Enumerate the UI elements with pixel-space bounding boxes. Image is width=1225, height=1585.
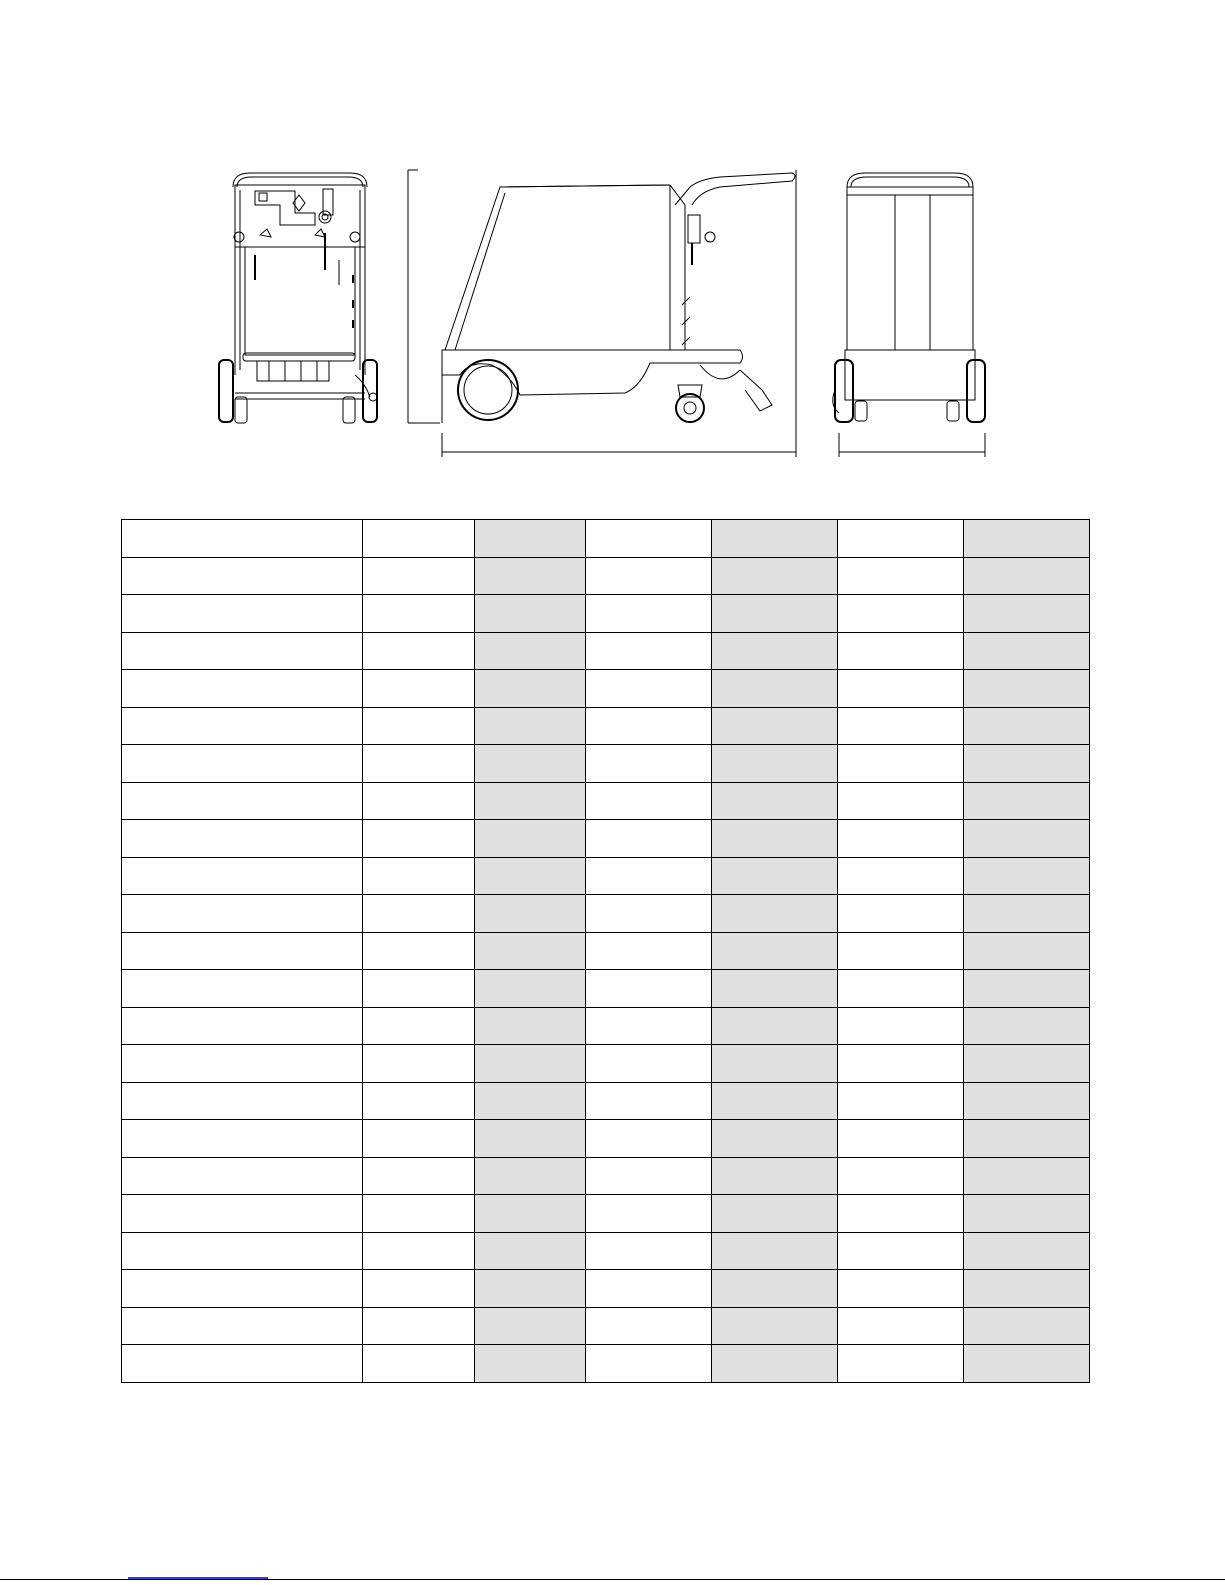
table-cell: [964, 970, 1090, 1008]
table-cell: [363, 1007, 475, 1045]
table-cell: [964, 857, 1090, 895]
table-cell: [964, 1007, 1090, 1045]
table-cell: [712, 970, 838, 1008]
table-cell: [586, 1157, 712, 1195]
table-cell: [586, 520, 712, 558]
table-row: [122, 1195, 1090, 1233]
table-row: [122, 1045, 1090, 1083]
table-cell: [586, 1195, 712, 1233]
table-cell: [586, 895, 712, 933]
table-cell: [586, 970, 712, 1008]
table-cell: [363, 670, 475, 708]
table-cell: [475, 1195, 586, 1233]
table-cell: [363, 632, 475, 670]
table-cell: [475, 1082, 586, 1120]
table-cell: [475, 895, 586, 933]
table-row: [122, 1270, 1090, 1308]
table-cell: [475, 1307, 586, 1345]
table-cell: [363, 1045, 475, 1083]
table-cell: [586, 1345, 712, 1383]
table-cell: [712, 932, 838, 970]
table-cell: [475, 1345, 586, 1383]
table-cell: [712, 1345, 838, 1383]
table-row: [122, 557, 1090, 595]
table-cell: [475, 595, 586, 633]
table-cell: [838, 745, 964, 783]
table-cell: [122, 895, 363, 933]
table-row: [122, 1120, 1090, 1158]
table-cell: [964, 632, 1090, 670]
table-cell: [122, 595, 363, 633]
table-row: [122, 857, 1090, 895]
table-cell: [712, 1195, 838, 1233]
table-cell: [964, 1045, 1090, 1083]
table-row: [122, 1232, 1090, 1270]
table-cell: [475, 707, 586, 745]
table-row: [122, 1345, 1090, 1383]
table-cell: [122, 820, 363, 858]
table-cell: [964, 595, 1090, 633]
table-cell: [838, 1082, 964, 1120]
table-cell: [964, 1195, 1090, 1233]
table-cell: [712, 745, 838, 783]
table-cell: [712, 1232, 838, 1270]
table-cell: [838, 1120, 964, 1158]
table-cell: [363, 932, 475, 970]
side-view-drawing: [400, 165, 800, 460]
table-cell: [363, 782, 475, 820]
table-row: [122, 782, 1090, 820]
table-cell: [363, 1232, 475, 1270]
table-cell: [363, 820, 475, 858]
table-cell: [964, 745, 1090, 783]
table-cell: [712, 1120, 838, 1158]
table-cell: [838, 1195, 964, 1233]
table-cell: [122, 970, 363, 1008]
table-cell: [122, 632, 363, 670]
table-row: [122, 1307, 1090, 1345]
table-cell: [838, 970, 964, 1008]
table-cell: [712, 670, 838, 708]
table-cell: [712, 707, 838, 745]
table-cell: [964, 1307, 1090, 1345]
table-cell: [586, 1007, 712, 1045]
table-cell: [122, 857, 363, 895]
table-cell: [475, 932, 586, 970]
table-cell: [586, 557, 712, 595]
table-cell: [122, 1007, 363, 1045]
table-row: [122, 1007, 1090, 1045]
table-cell: [122, 1045, 363, 1083]
table-row: [122, 895, 1090, 933]
table-cell: [363, 557, 475, 595]
table-cell: [122, 520, 363, 558]
table-cell: [712, 557, 838, 595]
table-cell: [838, 557, 964, 595]
table-cell: [475, 557, 586, 595]
table-cell: [475, 1232, 586, 1270]
footer-rule: [0, 1579, 1225, 1580]
table-row: [122, 1082, 1090, 1120]
table-row: [122, 1157, 1090, 1195]
table-cell: [475, 1045, 586, 1083]
table-cell: [964, 520, 1090, 558]
table-cell: [363, 1157, 475, 1195]
table-cell: [122, 1120, 363, 1158]
table-cell: [475, 1007, 586, 1045]
table-cell: [838, 857, 964, 895]
rear-view-drawing: [825, 165, 995, 460]
table-cell: [586, 782, 712, 820]
table-cell: [475, 745, 586, 783]
table-cell: [964, 707, 1090, 745]
table-cell: [964, 1270, 1090, 1308]
table-cell: [712, 1157, 838, 1195]
table-cell: [122, 932, 363, 970]
table-cell: [712, 895, 838, 933]
table-cell: [363, 707, 475, 745]
table-row: [122, 932, 1090, 970]
table-cell: [838, 1007, 964, 1045]
table-row: [122, 670, 1090, 708]
table-cell: [475, 1270, 586, 1308]
table-cell: [475, 857, 586, 895]
table-cell: [122, 1307, 363, 1345]
table-cell: [838, 932, 964, 970]
table-cell: [838, 520, 964, 558]
table-cell: [363, 1307, 475, 1345]
table-cell: [363, 595, 475, 633]
table-cell: [122, 1195, 363, 1233]
footer-link-underline[interactable]: [128, 1577, 268, 1579]
table-cell: [712, 857, 838, 895]
table-cell: [363, 745, 475, 783]
table-cell: [586, 1120, 712, 1158]
table-cell: [586, 595, 712, 633]
table-cell: [363, 520, 475, 558]
table-cell: [586, 707, 712, 745]
table-cell: [838, 670, 964, 708]
table-cell: [838, 895, 964, 933]
table-cell: [964, 932, 1090, 970]
table-row: [122, 595, 1090, 633]
table-cell: [838, 1045, 964, 1083]
table-cell: [475, 820, 586, 858]
table-cell: [838, 1157, 964, 1195]
table-cell: [475, 670, 586, 708]
table-cell: [363, 1120, 475, 1158]
table-row: [122, 520, 1090, 558]
table-cell: [122, 1232, 363, 1270]
table-cell: [964, 1345, 1090, 1383]
table-cell: [475, 782, 586, 820]
table-cell: [964, 1120, 1090, 1158]
front-view-drawing: [215, 165, 380, 430]
table-cell: [586, 632, 712, 670]
table-cell: [363, 1345, 475, 1383]
table-row: [122, 745, 1090, 783]
table-cell: [122, 1157, 363, 1195]
table-cell: [586, 670, 712, 708]
specification-table: [121, 519, 1090, 1383]
table-cell: [964, 895, 1090, 933]
table-cell: [586, 1045, 712, 1083]
table-cell: [712, 1270, 838, 1308]
table-row: [122, 970, 1090, 1008]
table-cell: [586, 857, 712, 895]
table-cell: [586, 932, 712, 970]
table-cell: [712, 782, 838, 820]
table-cell: [586, 820, 712, 858]
table-cell: [122, 745, 363, 783]
table-cell: [363, 895, 475, 933]
table-cell: [122, 1082, 363, 1120]
table-cell: [475, 520, 586, 558]
table-cell: [838, 820, 964, 858]
table-cell: [475, 1157, 586, 1195]
table-cell: [838, 707, 964, 745]
table-cell: [586, 745, 712, 783]
table-cell: [838, 1270, 964, 1308]
table-cell: [838, 632, 964, 670]
table-cell: [363, 970, 475, 1008]
table-cell: [964, 820, 1090, 858]
table-cell: [122, 707, 363, 745]
table-cell: [475, 1120, 586, 1158]
table-cell: [363, 1195, 475, 1233]
table-cell: [586, 1082, 712, 1120]
table-cell: [712, 1007, 838, 1045]
table-cell: [122, 782, 363, 820]
table-cell: [838, 1307, 964, 1345]
table-cell: [964, 670, 1090, 708]
table-cell: [712, 595, 838, 633]
table-cell: [964, 782, 1090, 820]
table-cell: [122, 1345, 363, 1383]
table-cell: [122, 1270, 363, 1308]
table-cell: [586, 1307, 712, 1345]
table-cell: [363, 1082, 475, 1120]
table-cell: [964, 1157, 1090, 1195]
table-cell: [475, 632, 586, 670]
table-cell: [838, 595, 964, 633]
table-cell: [122, 670, 363, 708]
table-cell: [838, 1345, 964, 1383]
table-cell: [475, 970, 586, 1008]
table-cell: [964, 1082, 1090, 1120]
table-cell: [363, 1270, 475, 1308]
table-cell: [712, 820, 838, 858]
table-cell: [122, 557, 363, 595]
table-cell: [712, 632, 838, 670]
table-cell: [964, 557, 1090, 595]
table-cell: [838, 782, 964, 820]
table-cell: [586, 1232, 712, 1270]
table-cell: [712, 520, 838, 558]
table-cell: [712, 1082, 838, 1120]
table-cell: [964, 1232, 1090, 1270]
table-cell: [363, 857, 475, 895]
table-row: [122, 632, 1090, 670]
table-cell: [712, 1045, 838, 1083]
table-cell: [586, 1270, 712, 1308]
table-row: [122, 707, 1090, 745]
table-cell: [712, 1307, 838, 1345]
table-cell: [838, 1232, 964, 1270]
technical-drawings: [0, 0, 1225, 480]
table-row: [122, 820, 1090, 858]
